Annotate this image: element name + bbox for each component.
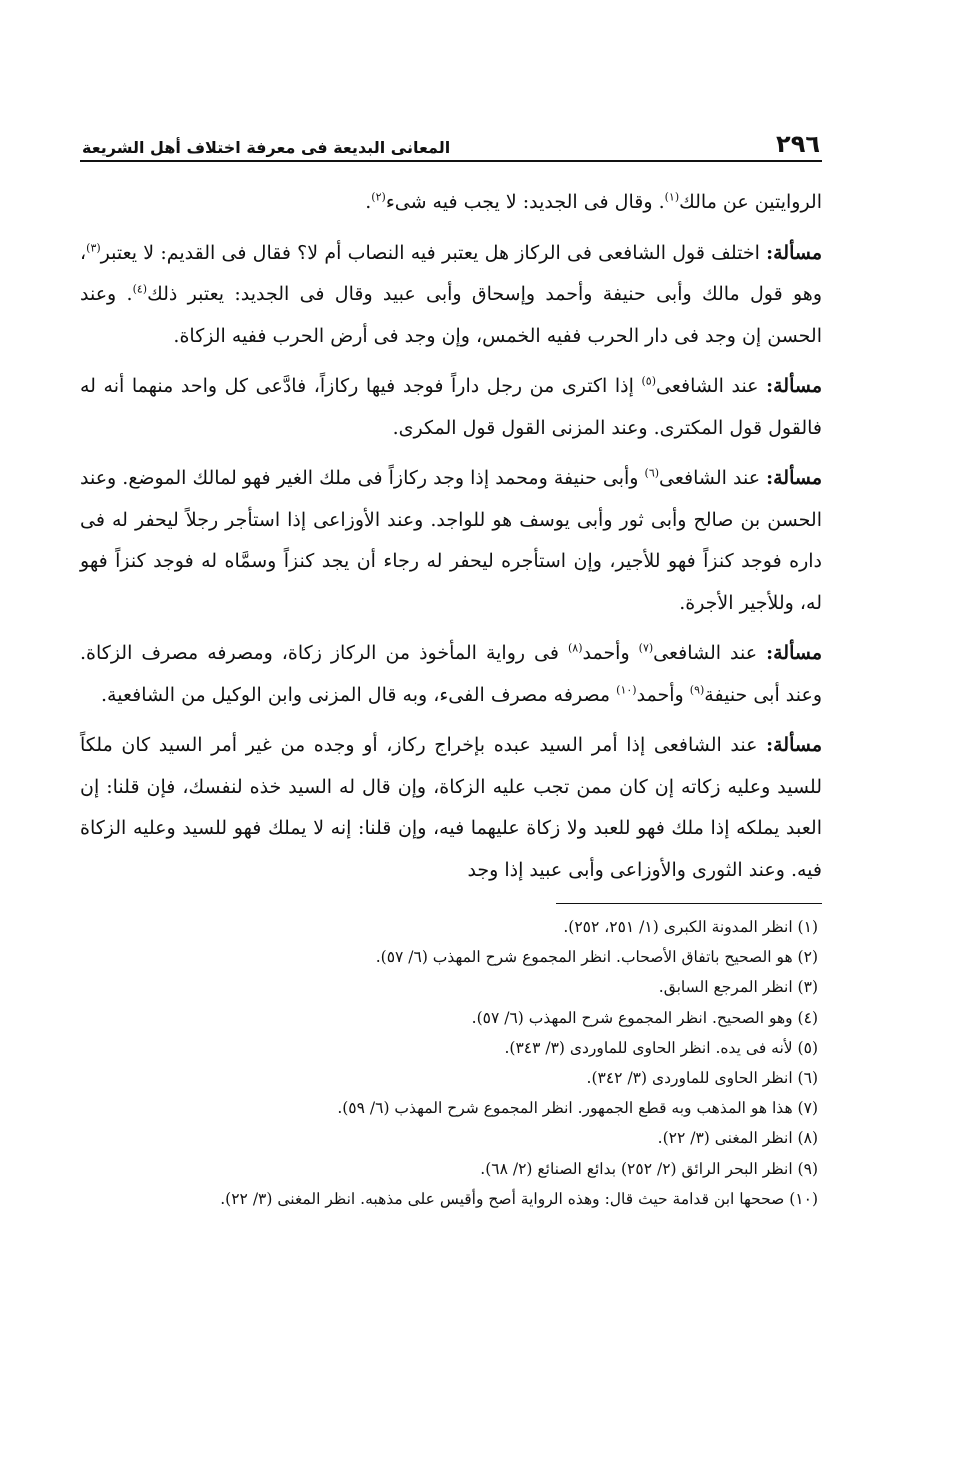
footnote: (١) انظر المدونة الكبرى (١/ ٢٥١، ٢٥٢). xyxy=(563,918,818,936)
main-text xyxy=(80,182,822,891)
issue-paragraph: مسألة: عند الشافعى$^{(٧)}$ وأحمد$^{(٨)}$ فى رواية المأخوذ من الركاز زكاة، ومصرفه مصرف الزكاة. وعند أبى حنيفة$^{(٩)}$ وأحمد$^{(١٠)}$ مصرفه مصرف الفىء، وبه قال المزنى وابن الوكيل من الشافعية. xyxy=(80,641,822,706)
issue-paragraph: مسألة: عند الشافعى إذا أمر السيد عبده بإخراج ركاز، أو وجده من غير أمر السيد كان ملكاً للسيد وعليه زكاته إن كان ممن تجب عليه الزكاة، وإن قال له السيد خذه لنفسك، فإن قلنا: إن العبد يملكه إذا ملك فهو للعبد ولا زكاة عليهما فيه، وإن قلنا: إنه لا يملك فهو للسيد وعليه الزكاة فيه. وعند الثورى والأوزاعى وأبى عبيد إذا وجد xyxy=(80,734,822,881)
footnote: (٨) انظر المغنى (٣/ ٢٢). xyxy=(657,1129,818,1148)
footnote-ref: (٧) xyxy=(638,641,654,655)
footnote: (٩) انظر البحر الرائق (٢/ ٢٥٢) بدائع الصنائع (٢/ ٦٨). xyxy=(480,1159,818,1178)
footnote: (٧) هذا هو المذهب وبه قطع الجمهور. انظر المجموع شرح المهذب (٦/ ٥٩). xyxy=(337,1099,818,1118)
footnote: (٦) انظر الحاوى للماوردى (٣/ ٣٤٢). xyxy=(586,1069,818,1088)
book-page xyxy=(80,128,822,1214)
issue-paragraph: مسألة: اختلف قول الشافعى فى الركاز هل يعتبر فيه النصاب أم لا؟ فقال فى القديم: لا يعتبر$^{(٣)}$، وهو قول مالك وأبى حنيفة وأحمد وإسحاق وأبى عبيد وقال فى الجديد: يعتبر ذلك$^{(٤)}$. وعند الحسن إن وجد فى دار الحرب ففيه الخمس، وإن وجد فى أرض الحرب ففيه الزكاة. xyxy=(80,241,822,347)
page-number: ٢٩٦ xyxy=(776,130,820,158)
footnote: (٣) انظر المرجع السابق. xyxy=(658,978,818,997)
issue-keyword: مسألة: xyxy=(766,642,822,664)
footnote-ref: (٤) xyxy=(132,282,148,296)
footnote-ref: (٢) xyxy=(371,190,386,204)
footnote-ref: (٨) xyxy=(567,641,583,655)
paragraph-continuation: الروايتين عن مالك$^{(١)}$. وقال فى الجديد: لا يجب فيه شىء$^{(٢)}$. xyxy=(365,190,822,213)
issue-paragraph: مسألة: عند الشافعى$^{(٥)}$ إذا اكترى من رجل داراً فوجد فيها ركازاً، فادَّعى كل واحد منهما أنه له فالقول قول المكترى. وعند المزنى القول قول المكرى. xyxy=(80,374,822,439)
footnotes xyxy=(80,912,822,1214)
issue-keyword: مسألة: xyxy=(766,241,822,264)
issue-paragraph: مسألة: عند الشافعى$^{(٦)}$ وأبى حنيفة ومحمد إذا وجد ركازاً فى ملك الغير فهو لمالك الموضع. وعند الحسن بن صالح وأبى ثور وأبى يوسف هو للواجد. وعند الأوزاعى إذا استأجر رجلاً ليحفر له فى داره فوجد كنزاً فهو للأجير، وإن استأجره ليحفر له رجاء أن يجد كنزاً وسمَّاه له فوجد كنزاً فهو له، وللأجير الأجرة. xyxy=(80,466,823,614)
issue-keyword: مسألة: xyxy=(766,375,822,397)
page-header xyxy=(80,128,822,162)
footnote: (٢) هو الصحيح باتفاق الأصحاب. انظر المجموع شرح المهذب (٦/ ٥٧). xyxy=(375,948,818,967)
footnote: (٥) لأنه فى يده. انظر الحاوى للماوردى (٣/ ٣٤٣). xyxy=(504,1038,818,1057)
footnote-ref: (١) xyxy=(664,190,680,204)
footnote-ref: (١٠) xyxy=(616,683,637,697)
footnote-ref: (٦) xyxy=(644,466,660,480)
issue-keyword: مسألة: xyxy=(766,734,822,756)
footnote-separator xyxy=(556,903,822,904)
footnote-ref: (٥) xyxy=(641,374,656,388)
footnote: (١٠) صححها ابن قدامة حيث قال: وهذه الرواية أصح وأقيس على مذهبه. انظر المغنى (٣/ ٢٢). xyxy=(220,1189,818,1208)
footnote: (٤) وهو الصحيح. انظر المجموع شرح المهذب (٦/ ٥٧). xyxy=(471,1008,818,1027)
running-title: المعانى البديعة فى معرفة اختلاف أهل الشريعة xyxy=(82,138,451,157)
issue-keyword: مسألة: xyxy=(766,467,823,489)
footnote-ref: (٩) xyxy=(689,683,705,697)
footnote-ref: (٣) xyxy=(86,241,101,255)
